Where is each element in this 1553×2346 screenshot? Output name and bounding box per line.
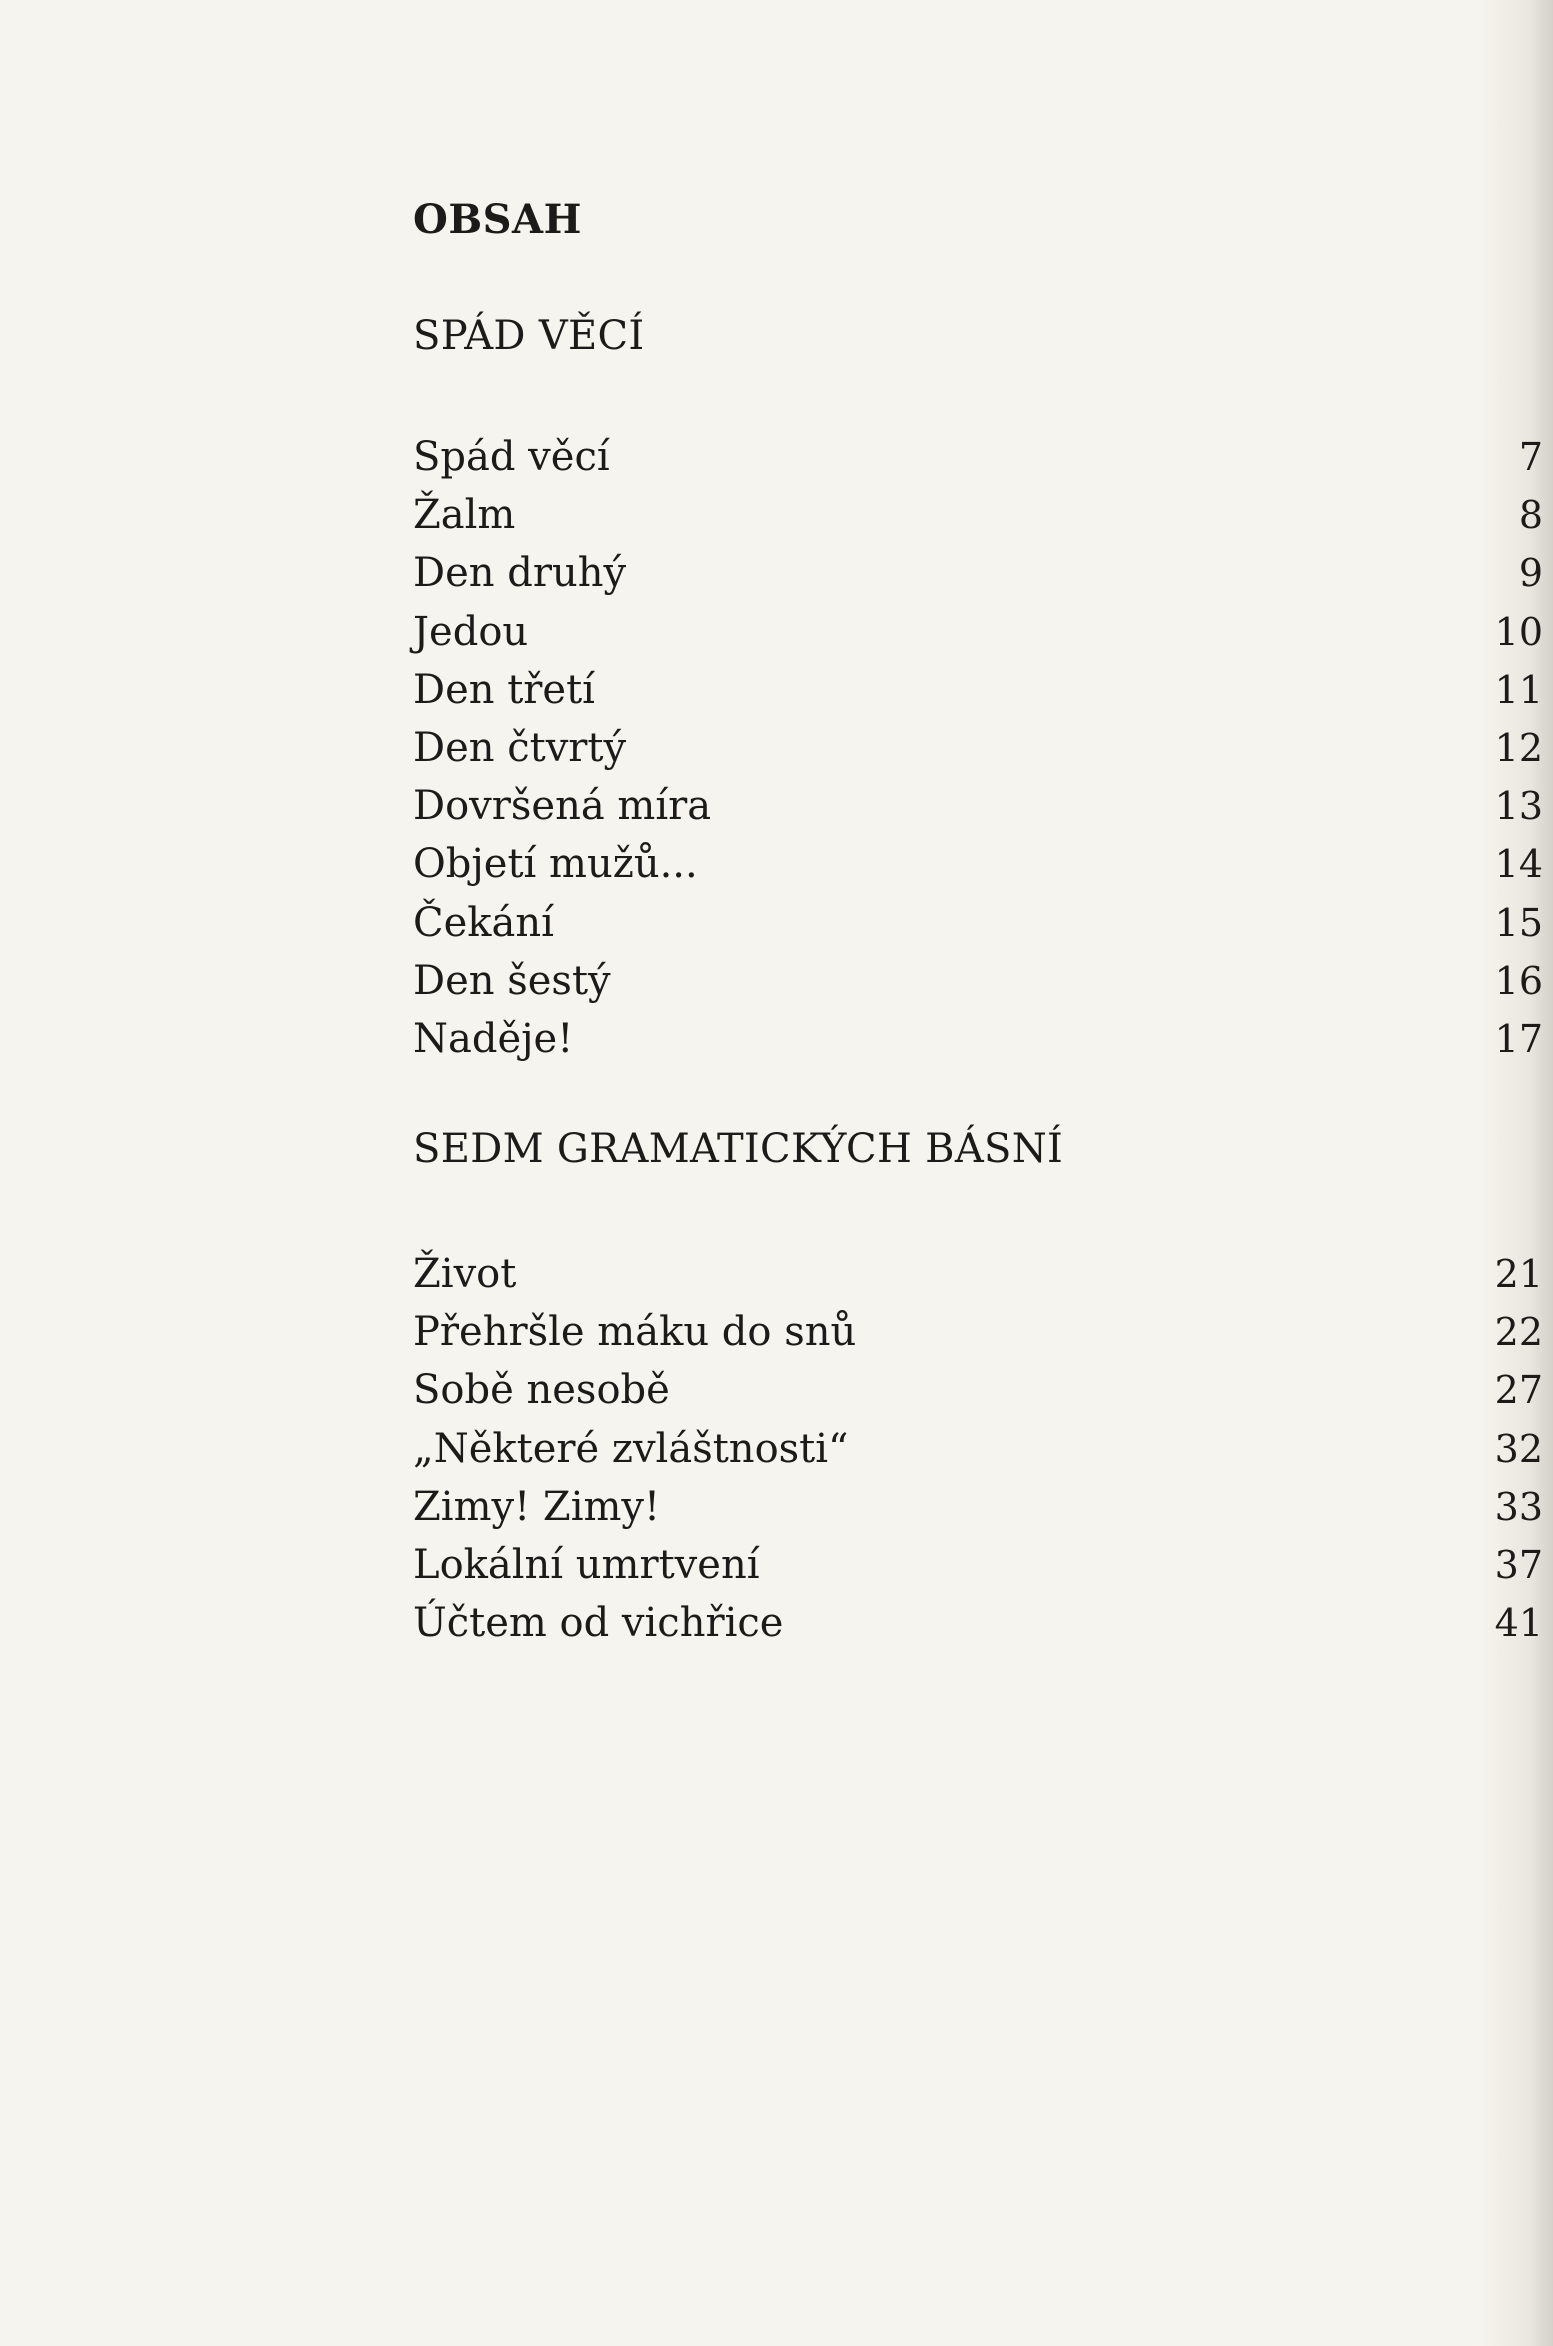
- toc-entry: [413, 1536, 1543, 1594]
- toc-entry: [413, 603, 1543, 661]
- entry-title: Život: [413, 1251, 517, 1297]
- toc-entry: [413, 1245, 1543, 1303]
- toc-entry: [413, 719, 1543, 777]
- entry-page-number: 22: [1494, 1310, 1543, 1355]
- entry-page-number: 13: [1494, 784, 1543, 829]
- entry-page-number: 10: [1494, 609, 1543, 654]
- entry-title: Den druhý: [413, 550, 627, 597]
- entry-title: Dovršená míra: [413, 783, 712, 830]
- entry-page-number: 21: [1494, 1252, 1543, 1296]
- entry-title: Žalm: [413, 492, 516, 539]
- entry-page-number: 17: [1494, 1016, 1543, 1061]
- section-heading-sedm-gramatickych-basni: SEDM GRAMATICKÝCH BÁSNÍ: [413, 1126, 1064, 1172]
- toc-entry: [413, 1361, 1543, 1419]
- entry-page-number: 7: [1518, 435, 1543, 479]
- entry-page-number: 16: [1494, 958, 1543, 1003]
- entry-page-number: 15: [1494, 900, 1543, 945]
- entry-page-number: 33: [1494, 1484, 1543, 1529]
- entry-title: Objetí mužů...: [413, 841, 698, 888]
- section-heading-spad-veci: SPÁD VĚCÍ: [413, 313, 645, 359]
- entry-title: Jedou: [413, 608, 529, 655]
- page-title: OBSAH: [413, 196, 582, 243]
- entry-page-number: 12: [1494, 725, 1543, 770]
- entry-page-number: 37: [1494, 1542, 1543, 1587]
- entry-title: Den šestý: [413, 957, 611, 1004]
- entry-title: Spád věcí: [413, 434, 610, 480]
- entry-title: Přehršle máku do snů: [413, 1309, 857, 1356]
- entry-title: Den čtvrtý: [413, 724, 627, 771]
- toc-entry: [413, 894, 1543, 952]
- toc-entry: [413, 1010, 1543, 1068]
- entry-page-number: 27: [1494, 1368, 1543, 1413]
- entry-title: „Některé zvláštnosti“: [413, 1425, 849, 1472]
- entry-title: Lokální umrtvení: [413, 1541, 760, 1588]
- section-entries-spad-veci: [413, 428, 1543, 1068]
- toc-entry: [413, 835, 1543, 893]
- toc-entry: [413, 661, 1543, 719]
- section-entries-sedm-gramatickych-basni: [413, 1245, 1543, 1652]
- toc-entry: [413, 1420, 1543, 1478]
- entry-title: Čekání: [413, 899, 554, 946]
- toc-entry: [413, 1594, 1543, 1652]
- entry-title: Zimy! Zimy!: [413, 1483, 661, 1530]
- entry-title: Účtem od vichřice: [413, 1600, 784, 1647]
- entry-title: Naděje!: [413, 1015, 574, 1062]
- entry-page-number: 41: [1494, 1601, 1543, 1646]
- toc-entry: [413, 777, 1543, 835]
- entry-page-number: 11: [1494, 667, 1543, 712]
- entry-title: Den třetí: [413, 666, 595, 713]
- entry-page-number: 14: [1494, 842, 1543, 887]
- toc-entry: [413, 952, 1543, 1010]
- entry-page-number: 32: [1494, 1426, 1543, 1471]
- entry-page-number: 9: [1518, 551, 1543, 596]
- toc-entry: [413, 1478, 1543, 1536]
- toc-entry: [413, 544, 1543, 602]
- toc-entry: [413, 1303, 1543, 1361]
- entry-title: Sobě nesobě: [413, 1367, 670, 1414]
- toc-entry: [413, 486, 1543, 544]
- entry-page-number: 8: [1518, 493, 1543, 538]
- toc-entry: [413, 428, 1543, 486]
